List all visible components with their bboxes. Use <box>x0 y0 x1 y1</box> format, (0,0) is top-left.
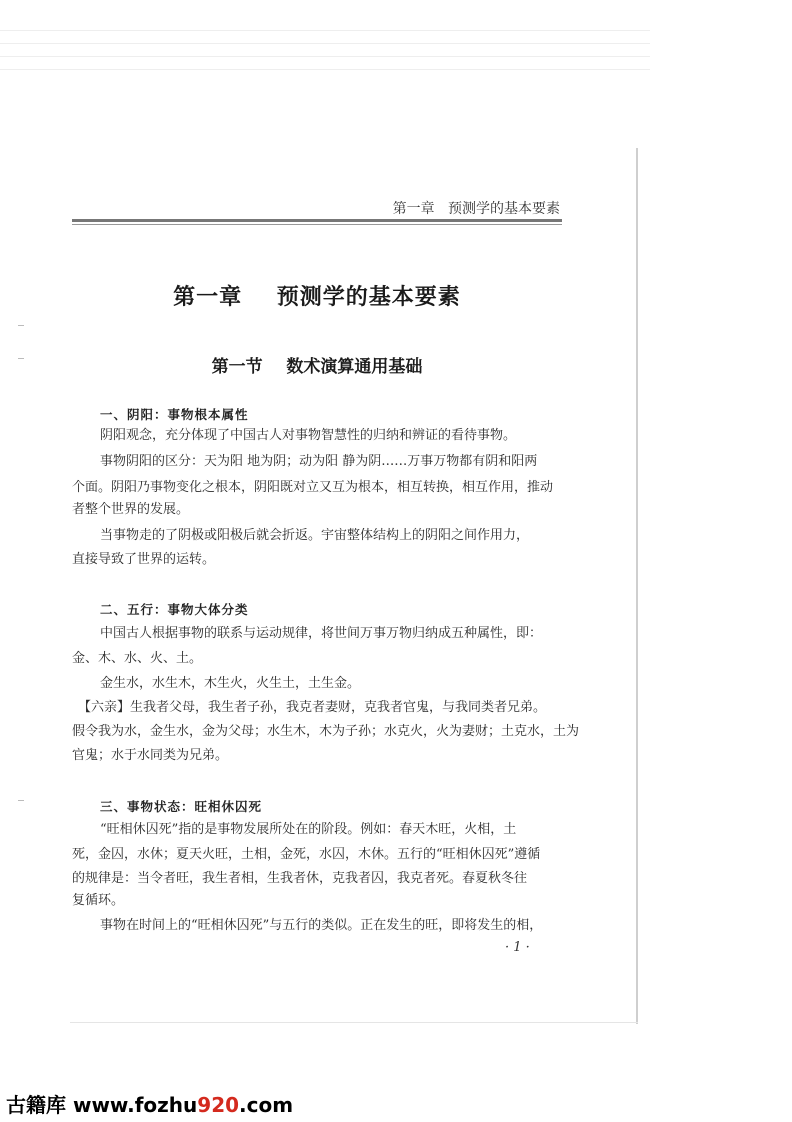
watermark-prefix: 古籍库 www.fozhu <box>6 1093 198 1117</box>
subsection-heading-yinyang: 一、阴阳：事物根本属性 <box>100 407 249 422</box>
paragraph-line: 金生水，水生木，木生火，火生土，土生金。 <box>100 676 361 691</box>
paragraph-line: “旺相休囚死”指的是事物发展所处在的阶段。例如：春天木旺，火相，土 <box>100 822 517 837</box>
paragraph-line: 个面。阴阳乃事物变化之根本，阴阳既对立又互为根本，相互转换，相互作用，推动 <box>72 480 554 495</box>
subsection-heading-wuxing: 二、五行：事物大体分类 <box>100 602 249 617</box>
paragraph-line: 金、木、水、火、土。 <box>72 651 203 666</box>
paragraph-line: 事物在时间上的“旺相休囚死”与五行的类似。正在发生的旺，即将发生的相， <box>100 918 543 933</box>
paragraph-line: 阴阳观念，充分体现了中国古人对事物智慧性的归纳和辨证的看待事物。 <box>100 428 517 443</box>
paragraph-line: 【六亲】生我者父母，我生者子孙，我克者妻财，克我者官鬼，与我同类者兄弟。 <box>78 700 547 715</box>
paragraph-line: 官鬼；水于水同类为兄弟。 <box>72 748 229 763</box>
watermark-number: 920 <box>197 1093 240 1117</box>
page-edge <box>636 148 638 1024</box>
paragraph-line: 死，金囚，水休；夏天火旺，土相，金死，水囚，木休。五行的“旺相休囚死”遵循 <box>72 847 541 862</box>
scan-speck <box>18 800 24 801</box>
paragraph-line: 中国古人根据事物的联系与运动规律，将世间万事万物归纳成五种属性，即： <box>100 626 543 641</box>
page-number: · 1 · <box>505 940 530 955</box>
scan-speck <box>18 325 24 326</box>
paragraph-line: 假令我为水，金生水，金为父母；水生木，木为子孙；水克火，火为妻财；土克水，土为 <box>72 724 580 739</box>
header-rule <box>72 219 562 222</box>
subsection-heading-wangxiang: 三、事物状态：旺相休囚死 <box>100 799 263 814</box>
running-head: 第一章 预测学的基本要素 <box>392 201 560 217</box>
scan-speck <box>18 358 24 359</box>
section-title: 第一节 数术演算通用基础 <box>211 357 423 377</box>
watermark-url <box>6 1089 293 1118</box>
paragraph-line: 者整个世界的发展。 <box>72 502 190 517</box>
paragraph-line: 事物阴阳的区分：天为阳 地为阴；动为阳 静为阴……万事万物都有阴和阳两 <box>100 454 538 469</box>
page-bottom-edge <box>70 1022 638 1023</box>
header-rule-thin <box>72 224 562 225</box>
scan-artifact-lines <box>0 30 650 80</box>
paragraph-line: 直接导致了世界的运转。 <box>72 552 216 567</box>
paragraph-line: 复循环。 <box>72 893 125 908</box>
paragraph-line: 的规律是：当令者旺，我生者相，生我者休，克我者囚，我克者死。春夏秋冬往 <box>72 871 528 886</box>
chapter-title: 第一章 预测学的基本要素 <box>173 284 461 310</box>
paragraph-line: 当事物走的了阴极或阳极后就会折返。宇宙整体结构上的阴阳之间作用力， <box>100 528 530 543</box>
watermark-suffix: .com <box>239 1093 294 1117</box>
